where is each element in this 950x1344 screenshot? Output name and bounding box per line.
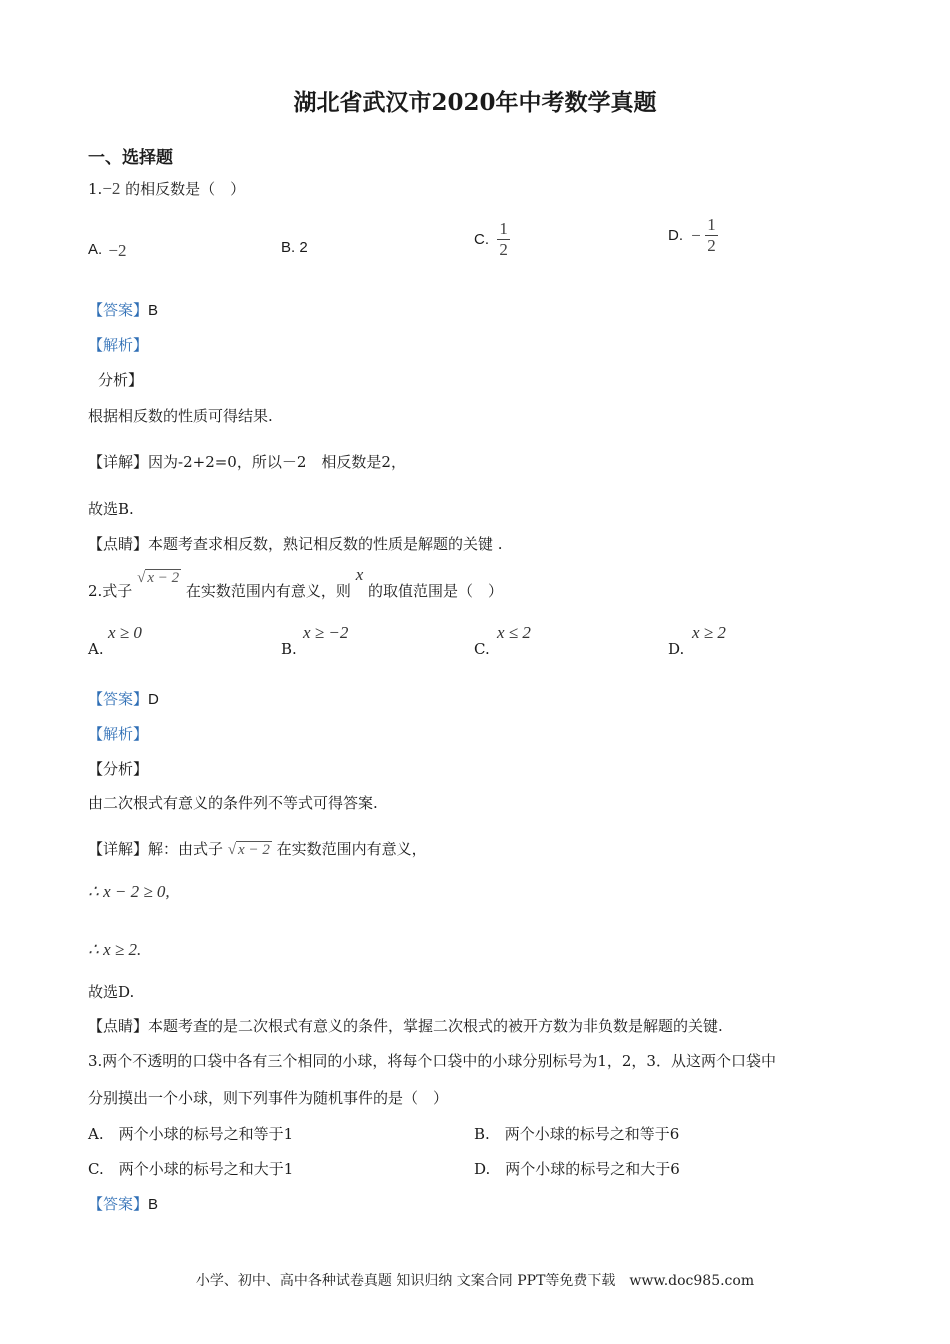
q1-fenxi-text: 根据相反数的性质可得结果. xyxy=(88,407,273,425)
q1-comment-text: 本题考查求相反数，熟记相反数的性质是解题的关键 . xyxy=(148,535,503,553)
q2-sqrt: √ x − 2 xyxy=(137,570,180,586)
q1-option-c-fraction xyxy=(497,220,510,259)
comment-tag: 【点睛】 xyxy=(88,535,149,553)
q1-option-d-denominator: 2 xyxy=(707,236,716,255)
q1-answer-value: B xyxy=(148,302,159,319)
answer-tag: 【答案】 xyxy=(88,301,149,319)
q1-stem-math: −2 xyxy=(102,179,121,198)
q2-fenxi-text: 由二次根式有意义的条件列不等式可得答案. xyxy=(88,794,378,812)
q1-detail-text: 因为-2+2=0，所以－2 相反数是2， xyxy=(148,453,406,471)
q2-step-1: ∴ x − 2 ≥ 0, xyxy=(88,882,170,901)
q2-option-c-value: x ≤ 2 xyxy=(497,623,531,642)
q2-sqrt-radicand: x − 2 xyxy=(147,570,180,586)
q1-choose: 故选B. xyxy=(88,500,134,518)
q2-detail xyxy=(88,838,427,859)
q2-fenxi-tag: 【分析】 xyxy=(88,760,149,778)
q1-option-d-numerator: 1 xyxy=(707,215,716,234)
q2-option-c-label: C. xyxy=(474,640,490,658)
q1-option-b: B. 2 xyxy=(281,239,308,256)
q1-analysis-tag: 【解析】 xyxy=(88,336,149,354)
q2-stem-suffix: 的取值范围是（ ） xyxy=(368,582,504,600)
q1-option-c xyxy=(474,220,510,259)
q2-detail-sqrt: √ x − 2 xyxy=(227,842,270,858)
q2-answer xyxy=(88,688,159,709)
q2-option-a-value: x ≥ 0 xyxy=(108,623,142,642)
q2-detail-text2: 在实数范围内有意义， xyxy=(276,840,427,858)
q1-stem-prefix: 1. xyxy=(88,180,103,198)
q3-answer xyxy=(88,1193,158,1214)
q2-option-b-label: B. xyxy=(281,640,297,658)
detail-tag: 【详解】 xyxy=(88,840,149,858)
q1-option-d-fraction xyxy=(705,216,718,255)
q2-comment xyxy=(88,1015,723,1036)
answer-tag: 【答案】 xyxy=(88,1195,149,1213)
q1-option-d-label: D. xyxy=(668,227,683,244)
q2-option-d-value: x ≥ 2 xyxy=(692,623,726,642)
q3-option-c: C. 两个小球的标号之和大于1 xyxy=(88,1160,294,1178)
q2-option-a-label: A. xyxy=(88,640,104,658)
q2-stem-mid: 在实数范围内有意义，则 xyxy=(185,582,351,600)
q2-detail-sqrt-radicand: x − 2 xyxy=(238,842,270,858)
comment-tag: 【点睛】 xyxy=(88,1017,149,1035)
q3-stem-line-1: 3.两个不透明的口袋中各有三个相同的小球，将每个口袋中的小球分别标号为1，2，3．从这两个口袋中 xyxy=(88,1052,776,1070)
answer-tag: 【答案】 xyxy=(88,690,149,708)
q1-option-d xyxy=(668,216,718,255)
page-footer: 小学、初中、高中各种试卷真题 知识归纳 文案合同 PPT等免费下载 www.doc985.com xyxy=(195,1273,755,1289)
detail-tag: 【详解】 xyxy=(88,453,149,471)
q2-variable: x xyxy=(355,565,364,584)
section-heading: 一、选择题 xyxy=(88,148,173,168)
q2-stem-prefix: 2.式子 xyxy=(88,582,133,600)
q1-comment xyxy=(88,533,503,554)
q2-answer-value: D xyxy=(148,691,159,708)
q1-option-d-sign: − xyxy=(691,225,701,245)
q2-detail-text1: 解：由式子 xyxy=(148,840,224,858)
q3-stem-line-2: 分别摸出一个小球，则下列事件为随机事件的是（ ） xyxy=(88,1089,449,1107)
q1-detail xyxy=(88,451,406,472)
q1-option-c-denominator: 2 xyxy=(499,240,508,259)
q2-option-b-value: x ≥ −2 xyxy=(303,623,349,642)
q3-answer-value: B xyxy=(148,1196,159,1213)
q2-step-2: ∴ x ≥ 2. xyxy=(88,940,142,959)
q1-option-a-value: −2 xyxy=(108,241,127,260)
page-title: 湖北省武汉市2020年中考数学真题 xyxy=(293,89,657,116)
q1-option-a xyxy=(88,239,126,259)
q1-option-a-label: A. xyxy=(88,241,103,258)
q1-option-c-label: C. xyxy=(474,231,489,248)
q1-stem-suffix: 的相反数是（ ） xyxy=(120,180,246,198)
q2-choose: 故选D. xyxy=(88,983,135,1001)
q2-option-d-label: D. xyxy=(668,640,685,658)
q1-answer xyxy=(88,299,158,320)
q2-comment-text: 本题考查的是二次根式有意义的条件，掌握二次根式的被开方数为非负数是解题的关键. xyxy=(148,1017,723,1035)
q2-analysis-tag: 【解析】 xyxy=(88,725,149,743)
q3-option-d: D. 两个小球的标号之和大于6 xyxy=(474,1160,680,1178)
q1-stem xyxy=(88,178,245,199)
q1-option-c-numerator: 1 xyxy=(499,219,508,238)
q3-option-b: B. 两个小球的标号之和等于6 xyxy=(474,1125,680,1143)
q2-stem xyxy=(88,565,504,600)
q3-option-a: A. 两个小球的标号之和等于1 xyxy=(88,1125,294,1143)
q1-fenxi-tag: 分析】 xyxy=(98,371,144,389)
